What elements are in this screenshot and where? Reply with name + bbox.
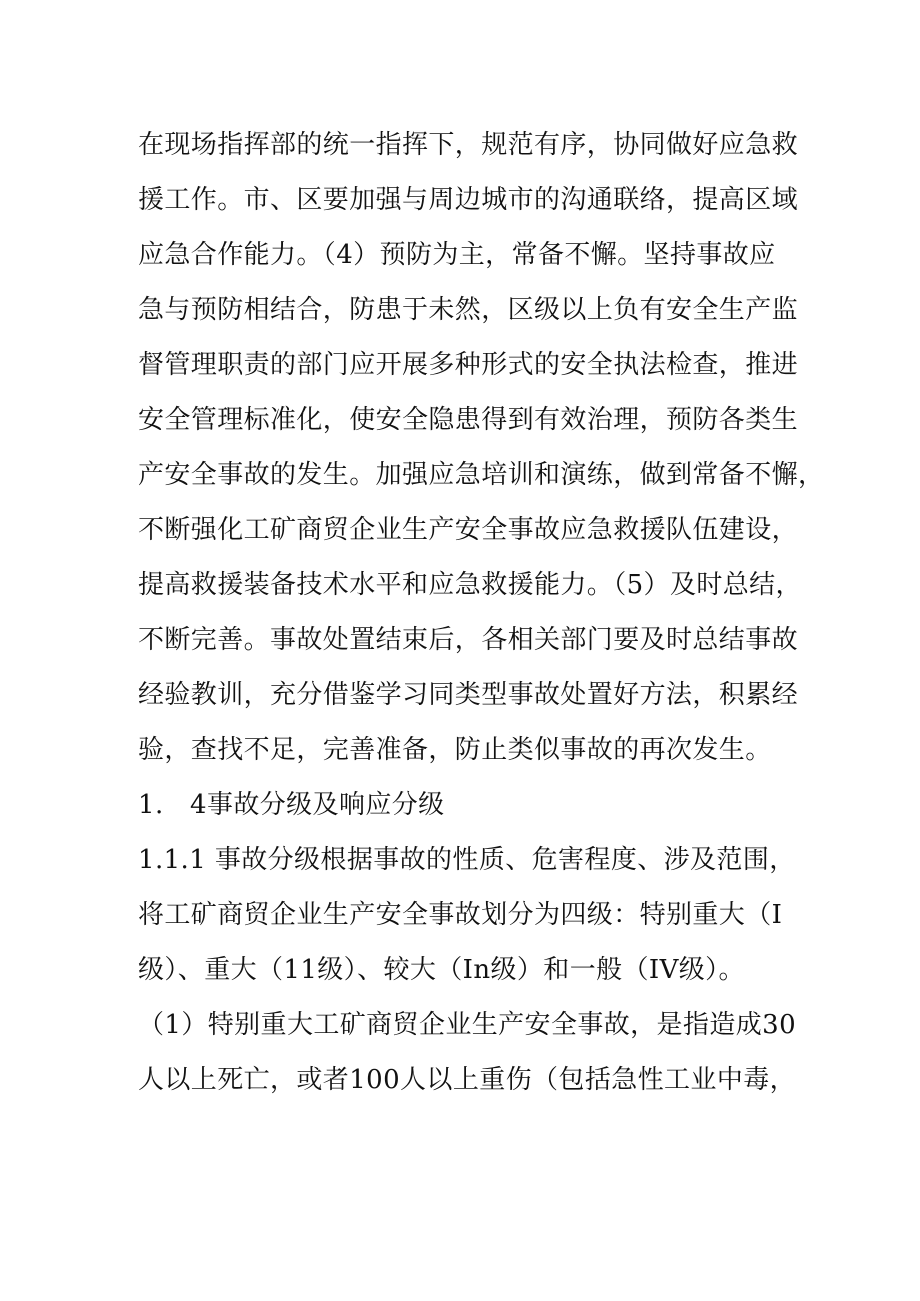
body-text	[138, 118, 825, 1108]
text-line: 安全管理标准化，使安全隐患得到有效治理，预防各类生	[138, 405, 799, 435]
text-line: 不断完善。事故处置结束后，各相关部门要及时总结事故	[138, 625, 799, 655]
text-line: 援工作。市、区要加强与周边城市的沟通联络，提高区域	[138, 185, 799, 215]
text-line: 督管理职责的部门应开展多种形式的安全执法检查，推进	[138, 350, 799, 380]
text-line: 经验教训，充分借鉴学习同类型事故处置好方法，积累经	[138, 680, 799, 710]
text-line: 急与预防相结合，防患于未然，区级以上负有安全生产监	[138, 295, 799, 325]
text-line: 提高救援装备技术水平和应急救援能力。（5）及时总结，	[138, 570, 802, 600]
text-line: （1）特别重大工矿商贸企业生产安全事故，是指造成30	[138, 1010, 797, 1040]
text-line: 1.1.1 事故分级根据事故的性质、危害程度、涉及范围，	[138, 845, 796, 875]
text-line: 应急合作能力。（4）预防为主，常备不懈。坚持事故应	[138, 240, 776, 270]
text-line: 级）、重大（11级）、较大（In级）和一般（IV级）。	[138, 955, 745, 985]
section-heading: 1. 4事故分级及响应分级	[138, 790, 445, 820]
text-line: 不断强化工矿商贸企业生产安全事故应急救援队伍建设，	[138, 515, 799, 545]
text-line: 人以上死亡，或者100人以上重伤（包括急性工业中毒，	[138, 1065, 797, 1095]
text-line: 在现场指挥部的统一指挥下，规范有序，协同做好应急救	[138, 130, 799, 160]
text-line: 验，查找不足，完善准备，防止类似事故的再次发生。	[138, 735, 772, 765]
text-line: 将工矿商贸企业生产安全事故划分为四级：特别重大（I	[138, 900, 783, 930]
text-line: 产安全事故的发生。加强应急培训和演练，做到常备不懈，	[138, 460, 825, 490]
